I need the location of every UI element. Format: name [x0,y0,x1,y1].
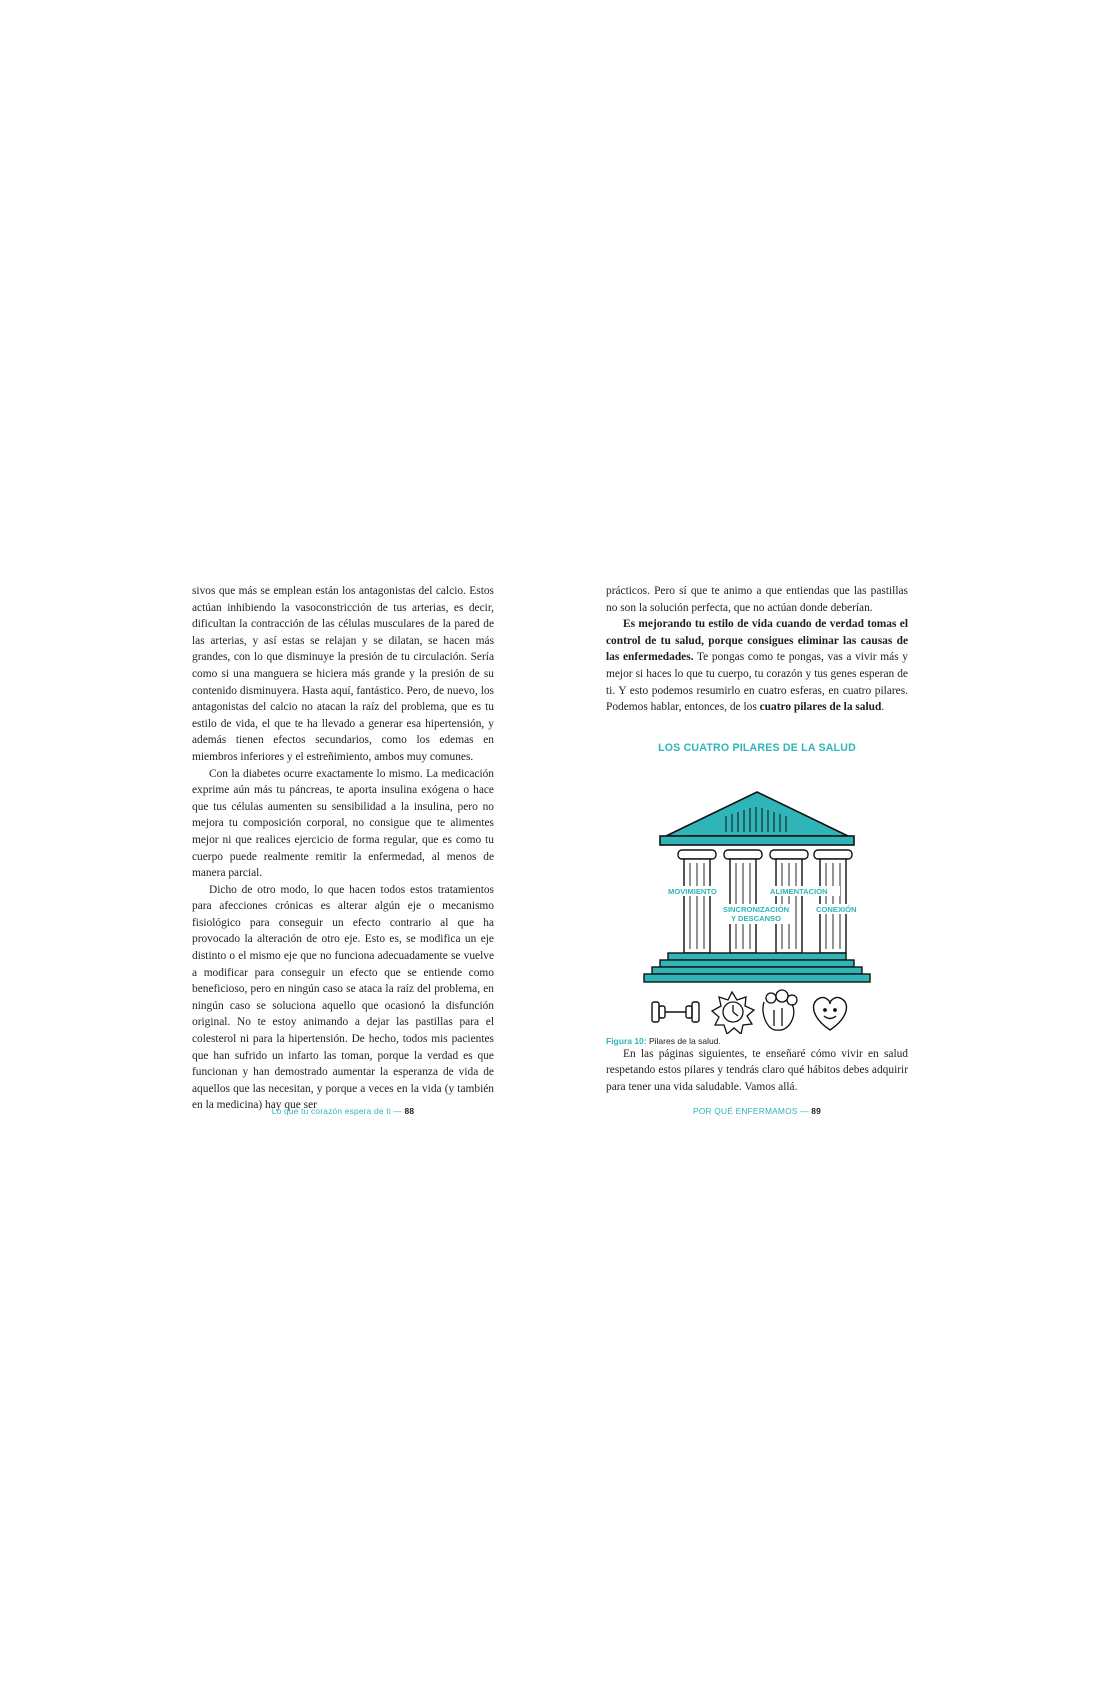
left-page-number: 88 [404,1106,415,1116]
left-running-head: Lo que tu corazón espera de ti — [271,1106,402,1116]
left-paragraph-2: Con la diabetes ocurre exactamente lo mismo. La medicación exprime aún más tu páncreas, te aporta insulina exógena o hace que tus células aumenten su sensibilidad a la insulina, pero no mejora tu composición corporal, no consigue que te alimentes mejor ni que realices ejercicio de forma regular, que es como tu cuerpo puede realmente remitir la enfermedad, al menos de manera parcial. [192,767,494,880]
left-paragraph-1: sivos que más se emplean están los antagonistas del calcio. Estos actúan inhibiendo la vasoconstricción de tus arterias, es decir, dificultan la contracción de las células musculares de la pared de las arterias, y así estas se relajan y se dilatan, se hacen más grandes, con lo que disminuye la presión de tu circulación. Sería como si una manguera se hiciera más grande y la presión de su contenido disminuyera. Hasta aquí, fantástico. Pero, de nuevo, los antagonistas del calcio no atacan la raíz del problema, que es tu estilo de vida, el que te ha llevado a generar esa hipertensión, y además tienen efectos secundarios, como los edemas en miembros inferiores y el estreñimiento, ambos muy comunes. [192,585,494,763]
column-4 [814,850,852,953]
label-sincronizacion: SINCRONIZACIÓN [722,904,790,914]
label-alimentacion: ALIMENTACIÓN [770,886,828,896]
label-movimiento: MOVIMIENTO [668,886,717,896]
right-paragraph-1: prácticos. Pero sí que te animo a que entiendas que las pastillas no son la solución perfecta, que no actúan donde deberían. [606,585,908,614]
right-paragraph-2 [606,616,908,716]
column-1 [678,850,716,953]
left-paragraph-3: Dicho de otro modo, lo que hacen todos estos tratamientos para afecciones crónicas es alterar algún eje o mecanismo fisiológico para conseguir un efecto contrario al que ha provocado la alteración de otro eje. Esto es, se modifica un eje distinto o el mismo eje que no funciona adecuadamente se vuelve a modificar para conseguir un efecto que se entiende como beneficioso, pero en ningún caso se ataca la raíz del problema, en ningún caso se soluciona aquello que ocasionó la disfunción original. No te estoy animando a dejar las pastillas para el colesterol ni para la hipertensión. De hecho, todos mis pacientes que han sufrido un infarto las toman, porque la verdad es que funcionan y han demostrado aumentar la esperanza de vida de aquellos que las necesitan, y porque a veces en la vida (y también en la medicina) hay que ser [192,883,494,1112]
paragraph-end: . [881,701,885,714]
dumbbell-icon [652,1002,699,1022]
broccoli-icon [763,990,797,1030]
right-page [606,583,908,1096]
right-page-number: 89 [811,1106,821,1116]
figure-title: LOS CUATRO PILARES DE LA SALUD [658,741,856,754]
left-page [192,583,494,1114]
temple-roof [660,792,854,845]
heart-face-icon [814,997,847,1029]
label-conexion: CONEXIÓN [816,904,857,914]
temple-steps [644,953,870,982]
label-descanso: Y DESCANSO [730,913,782,923]
right-paragraph-3: En las páginas siguientes, te enseñaré cómo vivir en salud respetando estos pilares y tendrás claro qué hábitos debes adquirir para tener una vida saludable. Vamos allá. [606,1047,908,1093]
left-footer [192,1106,494,1116]
caption-text: Pilares de la salud. [646,1035,721,1046]
caption-label: Figura 10: [606,1035,647,1046]
sun-clock-icon [712,992,754,1034]
right-running-head: POR QUÉ ENFERMAMOS — [693,1106,809,1116]
column-2 [724,850,762,953]
emphasis-text-end: cuatro pilares de la salud [759,701,882,714]
column-3 [770,850,808,953]
temple-illustration [606,764,908,1034]
figure-pillars [606,742,908,1046]
temple-svg [606,764,908,1034]
emphasis-text: Es mejorando tu estilo de vida cuando de verdad tomas el control de tu salud, porque consigues eliminar las causas de las enfermedades. [606,618,908,664]
figure-caption [606,1036,908,1046]
right-footer [606,1106,908,1116]
paragraph-text: Te pongas como te pongas, vas a vivir más y mejor si haces lo que tu cuerpo, tu corazón y tus genes esperan de ti. Y esto podemos resumirlo en cuatro esferas, en cuatro pilares. Podemos hablar, entonces, de los [606,651,908,714]
